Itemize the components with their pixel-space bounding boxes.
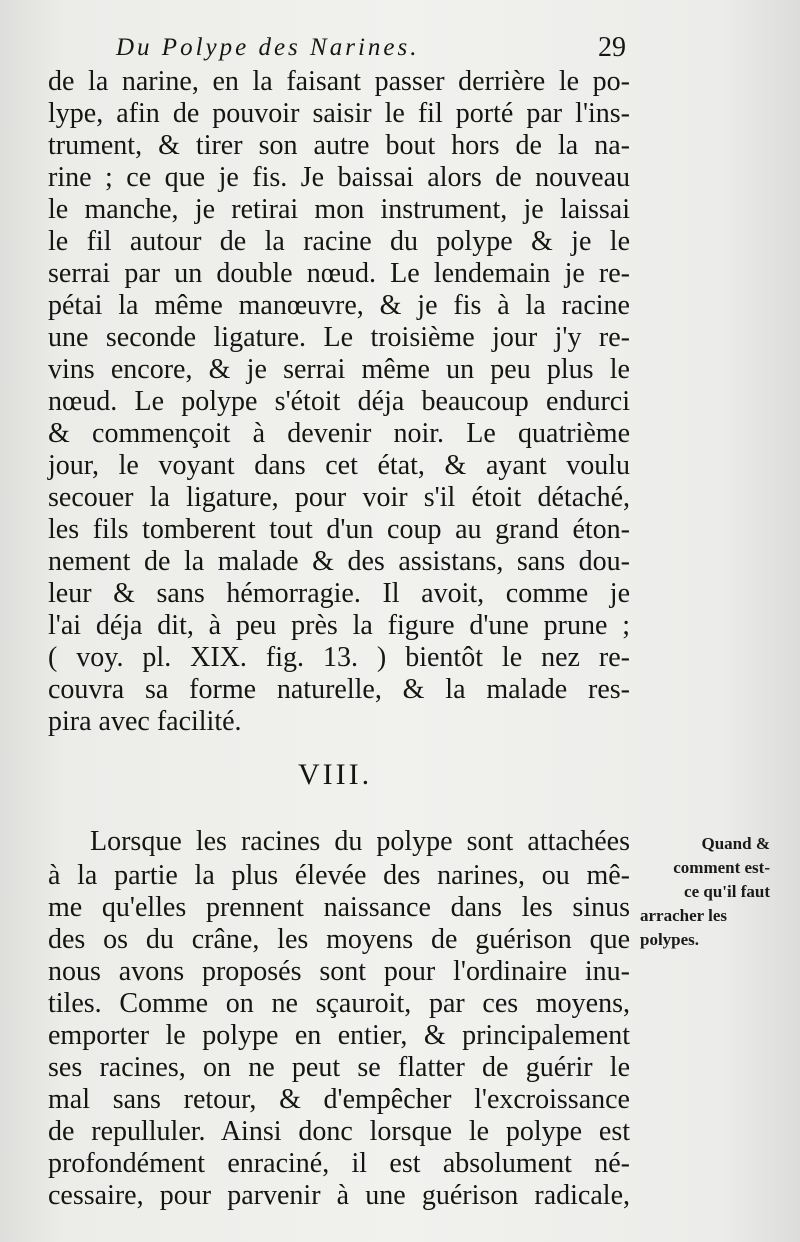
marginal-note bbox=[640, 832, 770, 952]
text-line: serrai par un double nœud. Le lendemain je re- bbox=[48, 258, 630, 289]
text-line: des os du crâne, les moyens de guérison que bbox=[48, 924, 630, 955]
text-line: trument, & tirer son autre bout hors de la na- bbox=[48, 130, 630, 161]
marginal-line: ce qu'il faut bbox=[684, 882, 770, 901]
page-number: 29 bbox=[598, 32, 626, 63]
text-line: lype, afin de pouvoir saisir le fil porté par l'ins- bbox=[48, 98, 630, 129]
text-line: à la partie la plus élevée des narines, ou mê- bbox=[48, 860, 630, 891]
marginal-line: polypes. bbox=[640, 930, 700, 949]
text-line: le fil autour de la racine du polype & je le bbox=[48, 226, 630, 257]
text-line: le manche, je retirai mon instrument, je laissai bbox=[48, 194, 630, 225]
text-line: nœud. Le polype s'étoit déja beaucoup endurci bbox=[48, 386, 630, 417]
text-line: cessaire, pour parvenir à une guérison radicale, bbox=[48, 1180, 630, 1211]
text-line: de repulluler. Ainsi donc lorsque le polype est bbox=[48, 1116, 630, 1147]
text-line: & commençoit à devenir noir. Le quatrième bbox=[48, 418, 630, 449]
text-line: nement de la malade & des assistans, sans dou- bbox=[48, 546, 630, 577]
text-line: Lorsque les racines du polype sont attachées bbox=[90, 826, 630, 857]
text-line: ses racines, on ne peut se flatter de guérir le bbox=[48, 1052, 630, 1083]
text-line: nous avons proposés sont pour l'ordinaire inu- bbox=[48, 956, 630, 987]
text-line: de la narine, en la faisant passer derrière le po- bbox=[48, 66, 630, 97]
marginal-line: comment est- bbox=[673, 858, 770, 877]
text-line: les fils tomberent tout d'un coup au grand éton- bbox=[48, 514, 630, 545]
text-line: pira avec facilité. bbox=[48, 706, 242, 737]
text-line: couvra sa forme naturelle, & la malade res- bbox=[48, 674, 630, 705]
text-line: secouer la ligature, pour voir s'il étoit détaché, bbox=[48, 482, 630, 513]
text-line: leur & sans hémorragie. Il avoit, comme je bbox=[48, 578, 630, 609]
text-line: une seconde ligature. Le troisième jour j'y re- bbox=[48, 322, 630, 353]
running-title: Du Polype des Narines. bbox=[116, 34, 420, 61]
text-line: tiles. Comme on ne sçauroit, par ces moyens, bbox=[48, 988, 630, 1019]
text-line: vins encore, & je serrai même un peu plus le bbox=[48, 354, 630, 385]
text-line: emporter le polype en entier, & principalement bbox=[48, 1020, 630, 1051]
section-number: VIII. bbox=[298, 758, 373, 791]
text-line: rine ; ce que je fis. Je baissai alors de nouveau bbox=[48, 162, 630, 193]
marginal-line: Quand & bbox=[701, 834, 770, 853]
running-header bbox=[48, 30, 628, 70]
text-line: me qu'elles prennent naissance dans les sinus bbox=[48, 892, 630, 923]
text-line: l'ai déja dit, à peu près la figure d'une prune ; bbox=[48, 610, 630, 641]
text-line: jour, le voyant dans cet état, & ayant voulu bbox=[48, 450, 630, 481]
text-line: ( voy. pl. XIX. fig. 13. ) bientôt le nez re- bbox=[48, 642, 630, 673]
text-line: mal sans retour, & d'empêcher l'excroissance bbox=[48, 1084, 630, 1115]
show-through-shadow bbox=[300, 706, 630, 730]
text-line: pétai la même manœuvre, & je fis à la racine bbox=[48, 290, 630, 321]
marginal-line: arracher les bbox=[640, 906, 728, 925]
text-line: profondément enraciné, il est absolument né- bbox=[48, 1148, 630, 1179]
